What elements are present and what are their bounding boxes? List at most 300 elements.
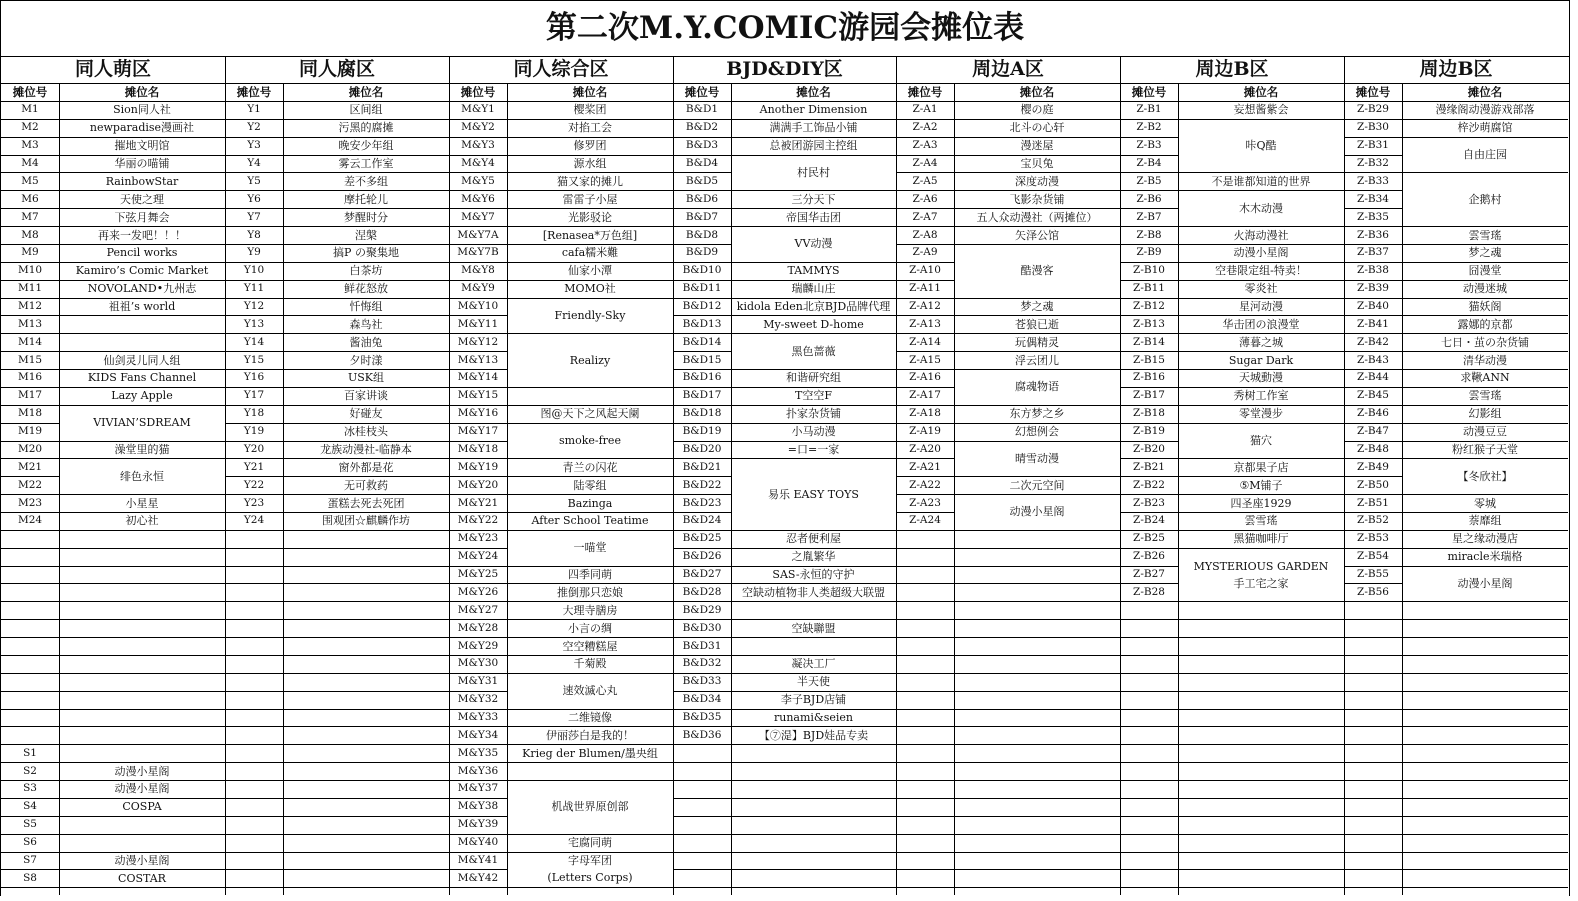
row-line (1402, 655, 1568, 656)
booth-number: M&Y31 (457, 675, 499, 688)
merged-booth-name: VIVIAN’SDREAM (93, 416, 191, 430)
row-line (896, 548, 954, 549)
booth-number: B&D11 (682, 282, 722, 295)
booth-name (59, 548, 225, 566)
row-line (225, 869, 283, 870)
booth-number: Z-B9 (1136, 246, 1162, 259)
booth-number: Z-B45 (1357, 389, 1389, 402)
row-line (1178, 798, 1344, 799)
row-line (225, 816, 283, 817)
row-line (1178, 691, 1344, 692)
booth-name: Lazy Apple (111, 389, 173, 403)
booth-number: Z-A13 (909, 317, 941, 330)
header-booth-number: 摊位号 (1355, 85, 1391, 99)
booth-name: 四圣座1929 (1230, 496, 1292, 510)
booth-name: 三分天下 (791, 192, 836, 206)
row-line (1344, 709, 1402, 710)
booth-number: Z-A7 (912, 210, 938, 223)
booth-number: Z-A12 (909, 299, 941, 312)
booth-name: 空空糟糕屋 (562, 639, 618, 653)
row-line (731, 762, 896, 763)
booth-name: 宅腐同萌 (568, 836, 612, 850)
booth-name (59, 726, 225, 744)
booth-number: B&D16 (682, 371, 722, 384)
row-line (283, 762, 449, 763)
booth-name: 区间组 (349, 103, 383, 117)
booth-number: S6 (23, 836, 37, 849)
booth-number: M23 (17, 496, 43, 509)
booth-number: B&D20 (682, 442, 722, 455)
booth-number: Z-B27 (1133, 568, 1165, 581)
booth-name: 空缺动植物非人类超级大联盟 (742, 585, 885, 599)
booth-name: 苍狼已逝 (1015, 317, 1059, 331)
row-line (673, 834, 731, 835)
booth-number: Z-B14 (1133, 335, 1165, 348)
booth-name: 鲜花怒放 (344, 282, 388, 296)
row-line (283, 798, 449, 799)
booth-number: Z-A6 (912, 192, 938, 205)
row-line (954, 887, 1120, 888)
booth-name: newparadise漫画社 (89, 121, 195, 135)
booth-number: Z-A19 (909, 425, 941, 438)
booth-number: Y15 (243, 353, 265, 366)
row-line (225, 798, 283, 799)
row-line (896, 601, 954, 602)
row-line (896, 583, 954, 584)
booth-name: 天城動漫 (1239, 371, 1283, 385)
booth-number: Y11 (243, 282, 265, 295)
booth-name: 火海动漫社 (1233, 228, 1289, 242)
booth-name (59, 691, 225, 709)
booth-number: M24 (17, 514, 43, 527)
booth-name: MOMO社 (564, 282, 616, 296)
booth-name: 幻想例会 (1015, 425, 1059, 439)
booth-number: M&Y18 (457, 442, 499, 455)
booth-number: Z-A14 (909, 335, 941, 348)
booth-number: Z-A3 (912, 139, 938, 152)
row-line (1178, 816, 1344, 817)
booth-number: B&D2 (685, 121, 719, 134)
booth-name: 深度动漫 (1015, 174, 1059, 188)
row-line (1344, 816, 1402, 817)
booth-name: 仙家小潭 (568, 264, 612, 278)
header-booth-number: 摊位号 (684, 85, 720, 99)
row-line (225, 744, 283, 745)
booth-number: Y19 (243, 425, 265, 438)
row-line (283, 619, 449, 620)
booth-name: 小言の绸 (568, 621, 612, 635)
row-line (225, 601, 283, 602)
row-line (896, 530, 954, 531)
row-line (283, 869, 449, 870)
booth-name: 宝贝兔 (1020, 157, 1054, 171)
row-line (225, 583, 283, 584)
row-line (731, 834, 896, 835)
booth-number: Y24 (243, 514, 265, 527)
booth-number: M&Y27 (457, 603, 499, 616)
booth-number: M16 (17, 371, 43, 384)
booth-number: M&Y15 (457, 389, 499, 402)
booth-number: S7 (23, 853, 37, 866)
booth-name: Sion同人社 (113, 103, 171, 117)
row-line (1178, 655, 1344, 656)
row-line (225, 709, 283, 710)
booth-number: M&Y20 (457, 478, 499, 491)
booth-number: M20 (17, 442, 43, 455)
header-booth-number: 摊位号 (460, 85, 496, 99)
booth-number: M12 (17, 299, 43, 312)
booth-number: Y12 (243, 299, 265, 312)
row-line (283, 548, 449, 549)
zone-title: BJD&DIY区 (726, 58, 843, 80)
booth-name: After School Teatime (531, 514, 649, 528)
booth-number: B&D31 (682, 639, 722, 652)
merged-booth-name: 易乐 EASY TOYS (768, 487, 859, 501)
booth-name (507, 762, 673, 780)
booth-number: M&Y38 (457, 800, 499, 813)
booth-name: 雷雷子小屋 (562, 192, 618, 206)
booth-number: Z-B29 (1357, 103, 1389, 116)
booth-number: M&Y6 (461, 192, 495, 205)
row-line (1344, 726, 1402, 727)
booth-number: M&Y35 (457, 746, 499, 759)
booth-number: Z-B22 (1133, 478, 1165, 491)
booth-number: M1 (21, 103, 39, 116)
row-line (731, 780, 896, 781)
booth-number: Z-A9 (912, 246, 938, 259)
zone-title: 周边A区 (972, 58, 1044, 80)
booth-number: M7 (21, 210, 39, 223)
booth-name: 猫又家的摊儿 (557, 174, 623, 188)
row-line (1120, 744, 1178, 745)
row-line (1178, 619, 1344, 620)
row-line (1120, 834, 1178, 835)
booth-number: Y5 (247, 174, 261, 187)
row-line (954, 637, 1120, 638)
booth-number: M&Y1 (461, 103, 495, 116)
booth-number: M&Y19 (457, 460, 499, 473)
booth-number: S5 (23, 818, 37, 831)
booth-number: Z-B7 (1136, 210, 1162, 223)
booth-name: 动漫小星阁 (114, 764, 170, 778)
booth-number: Y20 (243, 442, 265, 455)
row-line (896, 655, 954, 656)
booth-name: 瑞麟山庄 (791, 282, 836, 296)
row-line (731, 798, 896, 799)
row-line (954, 709, 1120, 710)
booth-name: 凝决工厂 (791, 657, 836, 671)
booth-name: 大理寺膳房 (562, 603, 618, 617)
booth-name: 之胤繁华 (791, 550, 836, 564)
booth-number: M&Y37 (457, 782, 499, 795)
row-line (1344, 798, 1402, 799)
booth-number: Y4 (247, 157, 261, 170)
booth-name: 动漫迷城 (1463, 282, 1507, 296)
booth-name: 小马动漫 (791, 425, 836, 439)
booth-number: Z-A5 (912, 174, 938, 187)
row-line (1120, 762, 1178, 763)
booth-name: 北斗の心轩 (1009, 121, 1065, 135)
booth-name: 漫缘阁动漫游戏部落 (1435, 103, 1535, 117)
row-line (954, 744, 1120, 745)
row-line (1344, 637, 1402, 638)
booth-number: M&Y7B (457, 246, 499, 259)
merged-booth-name: smoke-free (559, 434, 621, 448)
row-line (1344, 887, 1402, 888)
zone-title: 同人腐区 (298, 58, 375, 80)
booth-name: NOVOLAND•九州志 (87, 282, 197, 296)
merged-booth-name: 速效滅心丸 (562, 684, 618, 698)
booth-number: M&Y16 (457, 407, 499, 420)
booth-name: 四季同萌 (568, 568, 612, 582)
booth-number: Z-B42 (1357, 335, 1389, 348)
booth-number: M&Y42 (457, 871, 499, 884)
booth-name: kidola Eden北京BJD品牌代理 (736, 299, 891, 313)
booth-number: M&Y22 (457, 514, 499, 527)
booth-name (59, 333, 225, 351)
booth-number (1, 548, 59, 566)
booth-name: 下弦月舞会 (114, 210, 170, 224)
booth-name: 动漫小星阁 (114, 782, 170, 796)
booth-name: 幻影组 (1468, 407, 1502, 421)
booth-name: 【⑦湜】BJD娃品专卖 (758, 728, 869, 742)
row-line (1344, 834, 1402, 835)
booth-name: 摧地文明馆 (114, 139, 170, 153)
row-line (954, 619, 1120, 620)
booth-number: Y2 (247, 121, 261, 134)
row-line (896, 762, 954, 763)
row-line (1344, 655, 1402, 656)
booth-number (1, 619, 59, 637)
merged-booth-name: 动漫小星阁 (1009, 505, 1065, 519)
booth-number: B&D17 (682, 389, 722, 402)
row-line (225, 566, 283, 567)
booth-number: M&Y33 (457, 711, 499, 723)
booth-number: Z-B52 (1357, 514, 1389, 527)
booth-number: Z-B48 (1357, 442, 1389, 455)
booth-number: S4 (23, 800, 37, 813)
booth-number: B&D14 (682, 335, 722, 348)
row-line (283, 583, 449, 584)
booth-number: M8 (21, 228, 39, 241)
booth-name: 樱桨团 (573, 103, 607, 117)
booth-number: Z-A1 (912, 103, 938, 116)
booth-number: B&D5 (685, 174, 719, 187)
booth-number: Z-B32 (1357, 157, 1389, 170)
booth-number: M9 (21, 246, 39, 259)
booth-number: Z-B36 (1357, 228, 1389, 241)
booth-number: Z-A4 (912, 157, 938, 170)
booth-name: 围观团☆麒麟作坊 (322, 514, 410, 528)
booth-name: 樱の庭 (1020, 103, 1054, 117)
row-line (1120, 852, 1178, 853)
row-line (896, 798, 954, 799)
booth-name (731, 601, 896, 619)
row-line (225, 637, 283, 638)
booth-name: 二次元空间 (1009, 478, 1065, 492)
booth-number: B&D23 (682, 496, 722, 509)
booth-number: B&D34 (682, 693, 722, 706)
booth-name: [Renasea*万色组] (542, 228, 638, 242)
booth-name: 澡堂里的猫 (114, 442, 170, 456)
booth-number: M&Y23 (457, 532, 499, 545)
header-booth-name: 摊位名 (1467, 85, 1503, 99)
booth-name: 初心社 (125, 514, 159, 528)
booth-name: 妄想酱紫会 (1233, 103, 1289, 117)
row-line (896, 869, 954, 870)
zone-title: 周边B区 (1419, 58, 1493, 80)
booth-number: B&D6 (685, 192, 719, 205)
booth-number: Z-A22 (909, 478, 941, 491)
booth-number: M&Y8 (461, 264, 495, 277)
booth-number: M&Y9 (461, 282, 495, 295)
booth-number: M&Y26 (457, 585, 499, 598)
booth-name (59, 583, 225, 601)
booth-number: Z-B34 (1357, 192, 1389, 205)
booth-name: 夕时漾 (349, 353, 383, 367)
booth-number: Z-B39 (1357, 282, 1389, 295)
merged-booth-name: 村民村 (797, 165, 830, 179)
row-line (1120, 691, 1178, 692)
booth-name: runami&seien (774, 711, 853, 724)
header-booth-name: 摊位名 (796, 85, 831, 99)
booth-number: M14 (17, 335, 43, 348)
booth-number (1, 726, 59, 744)
row-line (1344, 744, 1402, 745)
booth-name: USK组 (347, 371, 385, 385)
booth-number: M&Y3 (461, 139, 495, 152)
row-line (1120, 637, 1178, 638)
booth-number: B&D21 (682, 460, 722, 473)
booth-number: Z-B13 (1133, 317, 1165, 330)
row-line (1344, 852, 1402, 853)
booth-number: B&D24 (682, 514, 722, 527)
booth-name: 雾云工作室 (338, 157, 394, 171)
booth-name (59, 816, 225, 834)
booth-name: Bazinga (567, 496, 613, 510)
booth-number: Z-B51 (1357, 496, 1389, 509)
row-line (954, 780, 1120, 781)
row-line (954, 834, 1120, 835)
row-line (896, 780, 954, 781)
booth-number: Y14 (243, 335, 265, 348)
row-line (896, 619, 954, 620)
booth-name (731, 637, 896, 655)
row-line (673, 780, 731, 781)
booth-name: 京都果子店 (1233, 460, 1289, 474)
booth-name: 零堂漫步 (1239, 407, 1283, 421)
merged-booth-name: VV动漫 (794, 237, 833, 251)
booth-number: B&D22 (682, 478, 722, 491)
booth-number: Z-B6 (1136, 192, 1162, 205)
booth-number (1, 655, 59, 673)
booth-name: T空空F (795, 389, 832, 403)
booth-number: M15 (17, 353, 43, 366)
booth-number: B&D1 (685, 103, 719, 116)
row-line (1402, 744, 1568, 745)
booth-number: M6 (21, 192, 39, 205)
booth-number: Z-B44 (1357, 371, 1389, 384)
booth-name: 动漫豆豆 (1463, 425, 1507, 439)
booth-number: M&Y29 (457, 639, 499, 652)
row-line (896, 709, 954, 710)
booth-name: 七日・茧の杂货铺 (1441, 335, 1529, 349)
row-line (225, 852, 283, 853)
header-booth-name: 摊位名 (348, 85, 384, 99)
row-line (1178, 780, 1344, 781)
row-line (1344, 762, 1402, 763)
booth-name: 飞影杂货铺 (1009, 192, 1065, 206)
booth-number: Z-B38 (1357, 264, 1389, 277)
booth-name: 梦之魂 (1468, 246, 1502, 260)
booth-name: COSPA (122, 800, 162, 814)
booth-name: 再来一发吧！！！ (98, 228, 186, 242)
booth-number: Z-B37 (1357, 246, 1389, 259)
booth-name: KIDS Fans Channel (87, 371, 197, 385)
booth-number: M&Y41 (457, 853, 499, 866)
booth-name: miracle米瑞格 (1447, 550, 1523, 564)
booth-number: Z-A15 (909, 353, 941, 366)
row-line (1178, 709, 1344, 710)
row-line (954, 548, 1120, 549)
booth-name: 涅槃 (355, 228, 377, 242)
booth-name (59, 834, 225, 852)
row-line (283, 673, 449, 674)
row-line (283, 852, 449, 853)
booth-name: cafa糯米難 (561, 246, 619, 260)
booth-number: Z-A17 (909, 389, 941, 402)
merged-booth-name: 字母军团 (Letters Corps) (547, 854, 633, 885)
booth-number: M&Y25 (457, 568, 499, 581)
booth-number: Z-B1 (1136, 103, 1162, 116)
header-booth-name: 摊位名 (1019, 85, 1055, 99)
booth-name: 青兰の闪花 (562, 460, 618, 474)
row-line (225, 655, 283, 656)
booth-name: 零炎社 (1244, 282, 1278, 296)
booth-name (59, 566, 225, 584)
booth-name: 浮云团儿 (1015, 353, 1059, 367)
booth-number: M18 (17, 407, 43, 420)
row-line (1120, 726, 1178, 727)
row-line (1120, 816, 1178, 817)
booth-number: B&D8 (685, 228, 719, 241)
row-line (283, 887, 449, 888)
merged-booth-name: 猫穴 (1250, 434, 1272, 448)
booth-number: Z-B28 (1133, 585, 1165, 598)
row-line (1402, 798, 1568, 799)
row-line (1178, 726, 1344, 727)
booth-name: 酱油兔 (349, 335, 383, 349)
booth-number: M&Y40 (457, 836, 499, 849)
booth-number: Z-B12 (1133, 299, 1165, 312)
row-line (673, 869, 731, 870)
row-line (1402, 762, 1568, 763)
booth-name: 总被团游园主控组 (769, 139, 858, 153)
booth-number: Y17 (243, 389, 265, 402)
booth-name: 祖祖’s world (108, 299, 176, 313)
booth-name: 星之缘动漫店 (1452, 532, 1518, 546)
booth-number: Z-B40 (1357, 299, 1389, 312)
row-line (1120, 887, 1178, 888)
booth-number: Y7 (247, 210, 261, 223)
booth-number (1, 601, 59, 619)
merged-booth-name: 木木动漫 (1239, 201, 1283, 215)
booth-name: 五人众动漫社（两摊位） (976, 210, 1098, 224)
booth-name: 空缺聯盟 (791, 621, 836, 635)
booth-name (59, 601, 225, 619)
booth-name: Pencil works (106, 246, 178, 260)
row-line (954, 530, 1120, 531)
